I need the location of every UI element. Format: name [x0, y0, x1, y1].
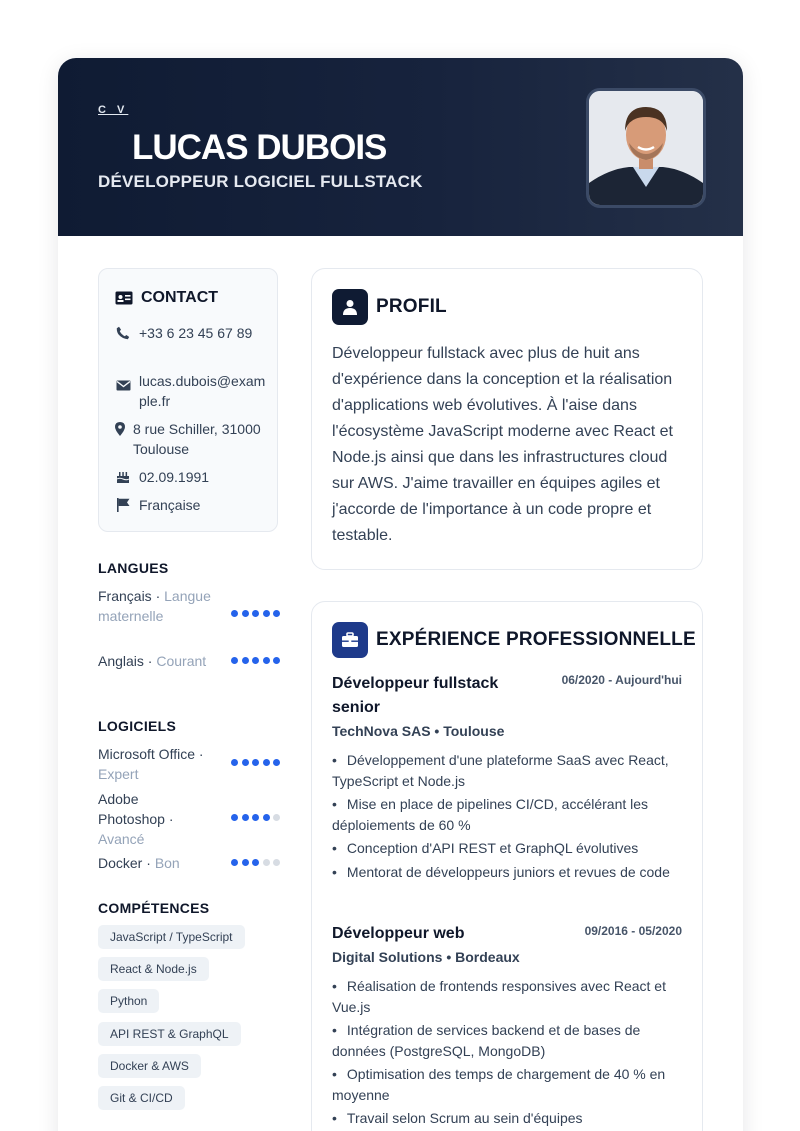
rating-dot-filled: [242, 859, 249, 866]
experience-heading: EXPÉRIENCE PROFESSIONNELLE: [332, 622, 696, 658]
job-bullet: • Optimisation des temps de chargement de 40 % en moyenne: [332, 1064, 684, 1105]
software-item: Microsoft Office · Expert: [98, 744, 280, 784]
briefcase-icon: [332, 622, 368, 658]
job-title: Développeur web: [332, 925, 465, 942]
skill-tag: API REST & GraphQL: [98, 1022, 241, 1046]
skill-tag: Python: [98, 989, 159, 1013]
rating-dot-filled: [231, 814, 238, 821]
flag-icon: [115, 495, 131, 515]
rating-dots: [231, 610, 280, 617]
rating-dot-filled: [252, 657, 259, 664]
language-item: Français · Langue maternelle: [98, 586, 280, 626]
rating-dot-filled: [252, 610, 259, 617]
skill-tag: JavaScript / TypeScript: [98, 925, 245, 949]
job-bullet: • Mentorat de développeurs juniors et revues de code: [332, 862, 684, 883]
rating-dot-filled: [252, 814, 259, 821]
rating-dot-empty: [263, 859, 270, 866]
contact-address: 8 rue Schiller, 31000 Toulouse: [115, 419, 273, 459]
map-pin-icon: [115, 419, 125, 459]
resume-card: [58, 58, 743, 1131]
contact-heading: CONTACT: [115, 289, 218, 307]
rating-dot-filled: [263, 759, 270, 766]
skills-heading: COMPÉTENCES: [98, 900, 210, 916]
rating-dot-filled: [231, 657, 238, 664]
candidate-job-title: DÉVELOPPEUR LOGICIEL FULLSTACK: [98, 172, 423, 191]
rating-dots: [231, 814, 280, 821]
contact-box: [98, 268, 278, 532]
job-title: Développeur fullstack senior: [332, 675, 499, 716]
rating-dot-filled: [242, 814, 249, 821]
job-bullet: • Intégration de services backend et de bases de données (PostgreSQL, MongoDB): [332, 1020, 684, 1061]
software-item: Adobe Photoshop · Avancé: [98, 789, 280, 849]
rating-dot-empty: [273, 814, 280, 821]
rating-dot-filled: [273, 759, 280, 766]
rating-dot-filled: [273, 657, 280, 664]
language-item: Anglais · Courant: [98, 651, 280, 671]
user-icon: [332, 289, 368, 325]
skill-tag: Git & CI/CD: [98, 1086, 185, 1110]
rating-dot-filled: [252, 759, 259, 766]
phone-icon: [115, 323, 131, 343]
rating-dots: [231, 859, 280, 866]
profile-heading: PROFIL: [332, 289, 447, 325]
rating-dot-filled: [263, 610, 270, 617]
skill-tag: React & Node.js: [98, 957, 209, 981]
id-card-icon: [115, 291, 133, 305]
rating-dot-filled: [263, 814, 270, 821]
software-item: Docker · Bon: [98, 853, 280, 873]
experience-panel: [311, 601, 703, 1131]
rating-dots: [231, 657, 280, 664]
job-bullet: • Conception d'API REST et GraphQL évolutives: [332, 838, 684, 859]
envelope-icon: [115, 371, 131, 411]
rating-dot-filled: [263, 657, 270, 664]
job-dates: 09/2016 - 05/2020: [584, 924, 682, 938]
rating-dot-empty: [273, 859, 280, 866]
profile-photo: [586, 88, 706, 208]
job-bullet: • Réalisation de frontends responsives avec React et Vue.js: [332, 976, 684, 1017]
job-bullet: • Travail selon Scrum au sein d'équipes: [332, 1108, 684, 1129]
contact-nationality: Française: [115, 495, 269, 515]
profile-summary: Développeur fullstack avec plus de huit ans d'expérience dans la conception et la réalisation d'applications web évolutives. À l'aise dans l'écosystème JavaScript moderne avec React et Node.js ainsi que dans les infrastructures cloud sur AWS. J'aime travailler en équipes agiles et j'accorde de l'importance à un code propre et testable.: [332, 345, 673, 544]
software-heading: LOGICIELS: [98, 718, 177, 734]
rating-dot-filled: [252, 859, 259, 866]
contact-email[interactable]: lucas.dubois@example.fr: [115, 371, 269, 411]
rating-dot-filled: [242, 657, 249, 664]
rating-dot-filled: [231, 859, 238, 866]
resume-header: [58, 58, 743, 236]
rating-dot-filled: [231, 759, 238, 766]
rating-dot-filled: [242, 610, 249, 617]
contact-birthdate: 02.09.1991: [115, 467, 269, 487]
rating-dot-filled: [231, 610, 238, 617]
job-bullet: • Mise en place de pipelines CI/CD, accélérant les déploiements de 60 %: [332, 794, 684, 835]
job-company: TechNova SAS • Toulouse: [332, 723, 505, 739]
job-dates: 06/2020 - Aujourd'hui: [561, 673, 682, 687]
rating-dots: [231, 759, 280, 766]
languages-heading: LANGUES: [98, 560, 169, 576]
job-company: Digital Solutions • Bordeaux: [332, 949, 520, 965]
profile-panel: [311, 268, 703, 570]
rating-dot-filled: [242, 759, 249, 766]
contact-phone[interactable]: +33 6 23 45 67 89: [115, 323, 269, 343]
candidate-name: LUCAS DUBOIS: [132, 128, 387, 167]
skill-tag: Docker & AWS: [98, 1054, 201, 1078]
job-bullet: • Développement d'une plateforme SaaS avec React, TypeScript et Node.js: [332, 750, 684, 791]
birthday-cake-icon: [115, 467, 131, 487]
rating-dot-filled: [273, 610, 280, 617]
cv-tag: C V: [98, 104, 129, 116]
